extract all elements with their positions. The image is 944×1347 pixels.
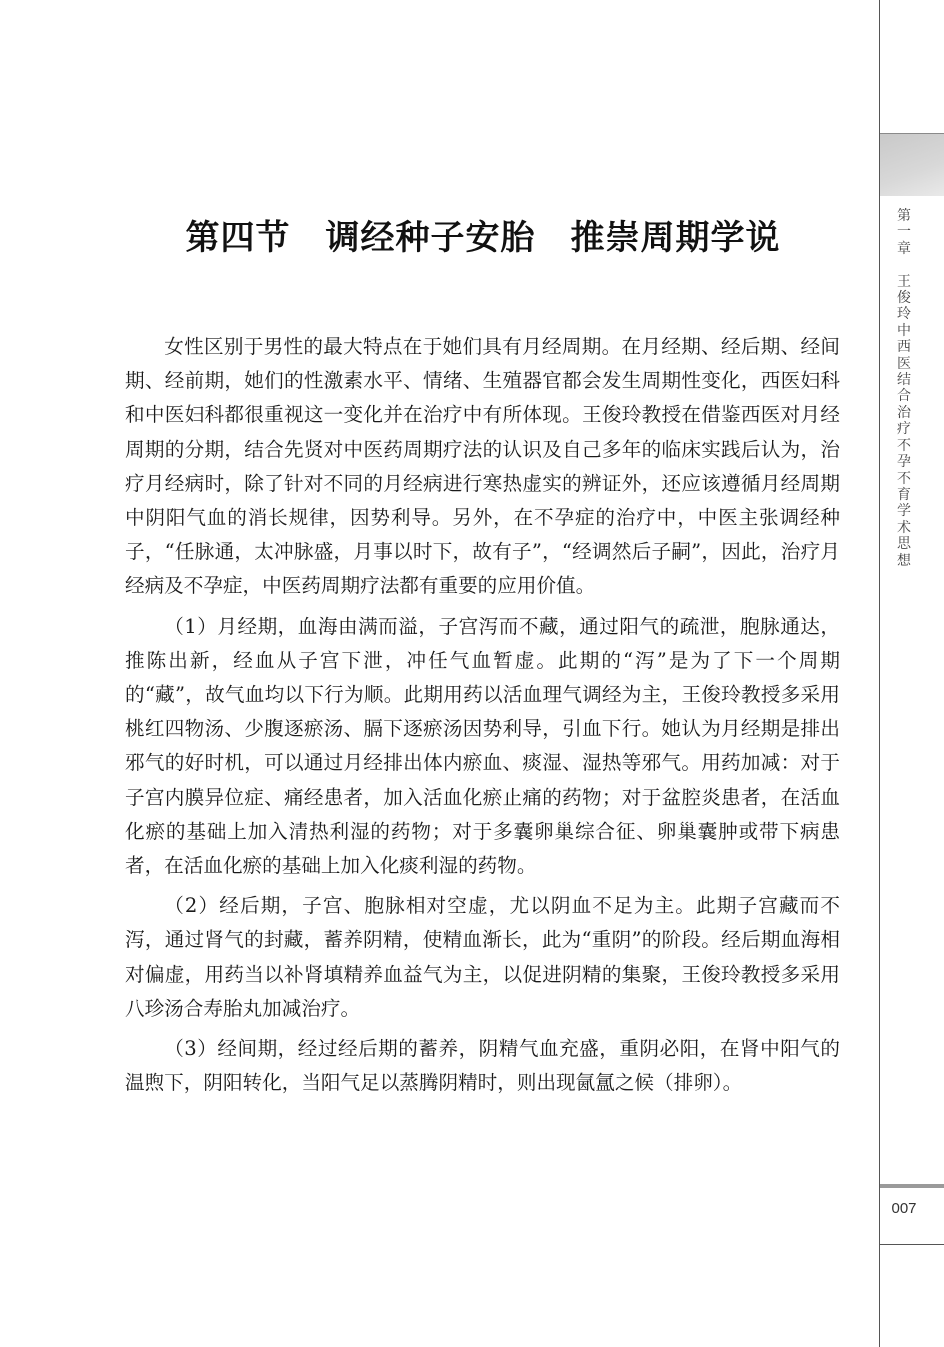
running-chapter-char: 第 — [897, 208, 911, 224]
running-chapter-char: 不 — [897, 437, 911, 454]
running-chapter-char: 治 — [897, 404, 911, 421]
running-chapter-char: 不 — [897, 470, 911, 487]
running-chapter-char: 中 — [897, 322, 911, 339]
running-chapter-char — [902, 257, 906, 273]
page-number: 007 — [891, 1200, 917, 1217]
paragraph-menstrual-phase: （1）月经期，血海由满而溢，子宫泻而不藏，通过阳气的疏泄，胞脉通达，推陈出新，经血从子宫下泄，冲任气血暂虚。此期的“泻”是为了下一个周期的“藏”，故气血均以下行为顺。此期用药以活血理气调经为主，王俊玲教授多采用桃红四物汤、少腹逐瘀汤、膈下逐瘀汤因势利导，引血下行。她认为月经期是排出邪气的好时机，可以通过月经排出体内瘀血、痰湿、湿热等邪气。用药加减：对于子宫内膜异位症、痛经患者，加入活血化瘀止痛的药物；对于盆腔炎患者，在活血化瘀的基础上加入清热利湿的药物；对于多囊卵巢综合征、卵巢囊肿或带下病患者，在活血化瘀的基础上加入化痰利湿的药物。 — [125, 614, 840, 878]
running-chapter-char: 结 — [897, 372, 911, 389]
running-chapter-char: 想 — [897, 552, 911, 569]
section-title: 第四节 调经种子安胎 推崇周期学说 — [185, 218, 781, 258]
running-chapter-char: 西 — [897, 339, 911, 356]
running-chapter-char: 俊 — [897, 290, 911, 307]
margin-tab-decoration — [880, 133, 944, 196]
paragraph-post-menstrual-phase: （2）经后期，子宫、胞脉相对空虚，尤以阴血不足为主。此期子宫藏而不泻，通过肾气的封藏，蓄养阴精，使精血渐长，此为“重阴”的阶段。经后期血海相对偏虚，用药当以补肾填精养血益气为主，以促进阴精的集聚，王俊玲教授多采用八珍汤合寿胎丸加减治疗。 — [125, 894, 840, 1020]
running-chapter-char: 合 — [897, 388, 911, 405]
paragraph-intro: 女性区别于男性的最大特点在于她们具有月经周期。在月经期、经后期、经间期、经前期，她们的性激素水平、情绪、生殖器官都会发生周期性变化，西医妇科和中医妇科都很重视这一变化并在治疗中有所体现。王俊玲教授在借鉴西医对月经周期的分期，结合先贤对中医药周期疗法的认识及自己多年的临床实践后认为，治疗月经病时，除了针对不同的月经病进行寒热虚实的辨证外，还应该遵循月经周期中阴阳气血的消长规律，因势利导。另外，在不孕症的治疗中，中医主张调经种子，“任脉通，太冲脉盛，月事以时下，故有子”，“经调然后子嗣”，因此，治疗月经病及不孕症，中医药周期疗法都有重要的应用价值。 — [125, 335, 840, 598]
running-chapter-char: 疗 — [897, 421, 911, 438]
running-chapter-char: 思 — [897, 536, 911, 553]
running-chapter-char: 王 — [897, 273, 911, 290]
paragraph-intermenstrual-phase: （3）经间期，经过经后期的蓄养，阴精气血充盛，重阴必阳，在肾中阳气的温煦下，阴阳转化，当阳气足以蒸腾阴精时，则出现氤氲之候（排卵）。 — [125, 1037, 840, 1095]
running-chapter-char: 育 — [897, 486, 911, 503]
running-chapter-char: 术 — [897, 519, 911, 536]
running-chapter-char: 章 — [897, 240, 911, 257]
running-chapter-char: 玲 — [897, 306, 911, 323]
body-text — [125, 330, 840, 1106]
running-chapter-char: 孕 — [897, 454, 911, 471]
running-chapter-char: 一 — [897, 224, 911, 241]
running-chapter-char: 学 — [897, 503, 911, 520]
running-chapter-char: 医 — [897, 355, 911, 372]
margin-divider — [879, 0, 880, 1347]
running-chapter-title — [880, 208, 928, 569]
